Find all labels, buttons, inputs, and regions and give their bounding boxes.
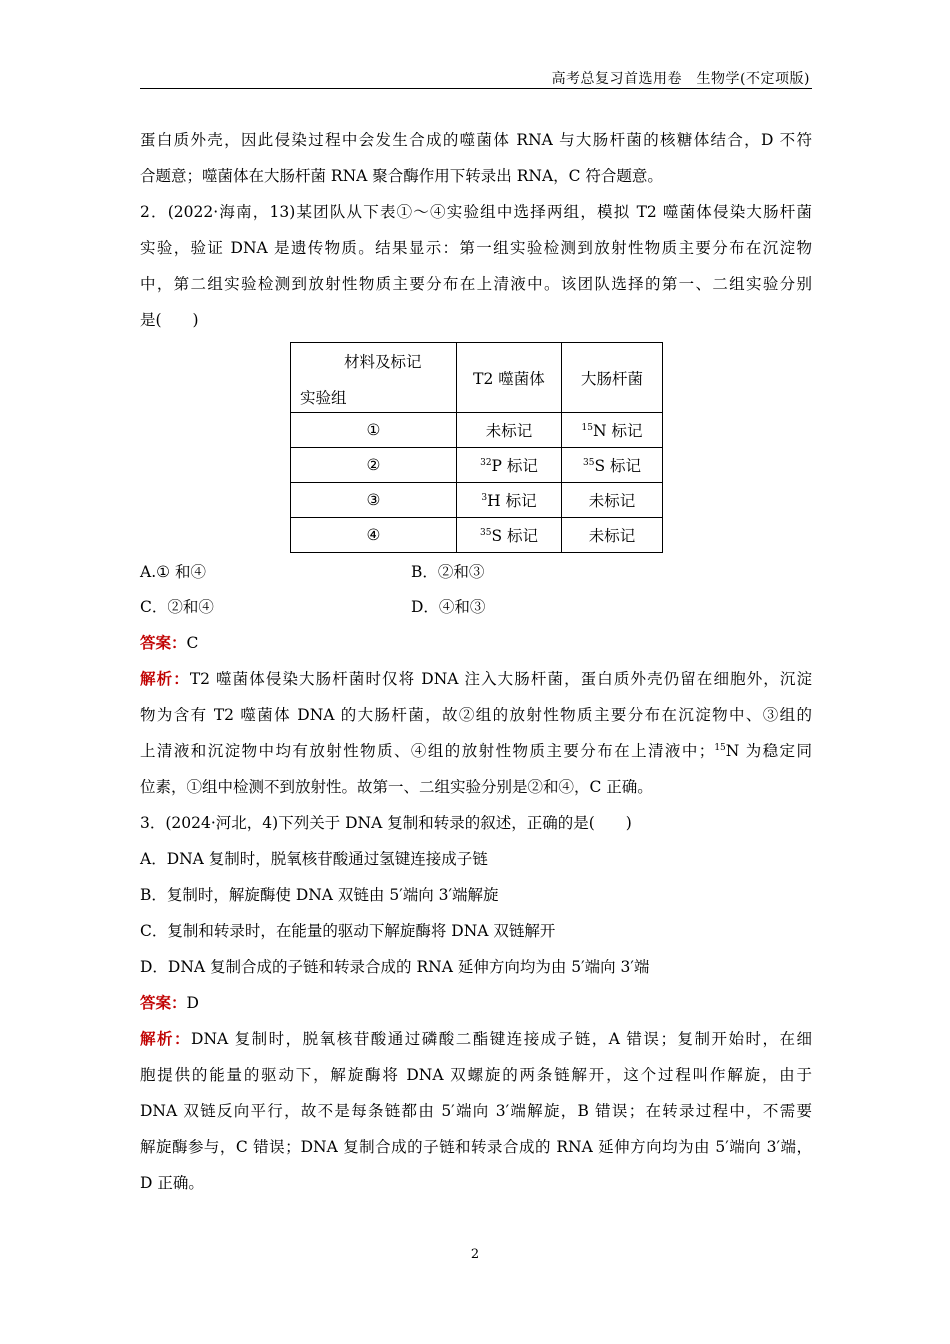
intro-line-1: 蛋白质外壳，因此侵染过程中会发生合成的噬菌体 RNA 与大肠杆菌的核糖体结合，D 不符 (140, 131, 812, 149)
q2-stem-line-4: 是( ) (140, 311, 199, 329)
q3-option-a: A．DNA 复制时，脱氧核苷酸通过氢键连接成子链 (140, 850, 488, 868)
running-header: 高考总复习首选用卷 生物学(不定项版) (551, 71, 810, 87)
table-row (291, 448, 663, 483)
intro-line-2: 合题意；噬菌体在大肠杆菌 RNA 聚合酶作用下转录出 RNA，C 符合题意。 (140, 167, 663, 185)
content (140, 122, 812, 1201)
analysis-label: 解析： (140, 669, 190, 688)
q2-options-row-1 (140, 555, 812, 590)
ecoli-cell (562, 518, 663, 553)
ecoli-label: 未标记 (588, 527, 636, 545)
table-row (291, 483, 663, 518)
corner-top-label: 材料及标记 (344, 353, 422, 371)
q2-option-a: A.① 和④ (140, 563, 206, 581)
group-cell: ② (291, 448, 457, 483)
ecoli-cell (562, 413, 663, 448)
phage-superscript: 32 (480, 458, 492, 468)
q3-analysis-line-4: 解旋酶参与，C 错误；DNA 复制合成的子链和转录合成的 RNA 延伸方向均为由 5′端向 3′端， (140, 1138, 812, 1156)
q2-table (290, 342, 663, 553)
q3-analysis-line-1 (140, 1021, 812, 1057)
q3-analysis-line-5: D 正确。 (140, 1174, 204, 1192)
group-cell: ③ (291, 483, 457, 518)
ecoli-label: N 标记 (592, 422, 643, 440)
analysis-text: T2 噬菌体侵染大肠杆菌时仅将 DNA 注入大肠杆菌，蛋白质外壳仍留在细胞外，沉淀 (189, 670, 812, 688)
analysis-text: N 为稳定同 (725, 742, 812, 760)
q3-option-b: B．复制时，解旋酶使 DNA 双链由 5′端向 3′端解旋 (140, 886, 499, 904)
ecoli-cell (562, 448, 663, 483)
q2-options-row-2 (140, 590, 812, 625)
table-header-row (291, 343, 663, 413)
isotope-superscript: 15 (714, 743, 726, 753)
q2-option-d: D．④和③ (411, 598, 486, 616)
q2-answer (140, 625, 812, 661)
q3-analysis-line-2: 胞提供的能量的驱动下，解旋酶将 DNA 双螺旋的两条链解开，这个过程叫作解旋，由于 (140, 1066, 812, 1084)
analysis-text: DNA 复制时，脱氧核苷酸通过磷酸二酯键连接成子链，A 错误；复制开始时，在细 (191, 1030, 812, 1048)
q3-answer (140, 985, 812, 1021)
ecoli-superscript: 35 (583, 458, 595, 468)
table-row (291, 413, 663, 448)
ecoli-superscript: 15 (581, 423, 593, 433)
page-number: 2 (470, 1247, 480, 1262)
group-cell: ④ (291, 518, 457, 553)
analysis-text: 上清液和沉淀物中均有放射性物质、④组的放射性物质主要分布在上清液中； (140, 742, 715, 760)
col-header-phage: T2 噬菌体 (457, 343, 562, 413)
phage-superscript: 3 (481, 493, 488, 503)
phage-superscript: 35 (480, 528, 492, 538)
q2-option-b: B．②和③ (411, 563, 485, 581)
q3-option-d: D．DNA 复制合成的子链和转录合成的 RNA 延伸方向均为由 5′端向 3′端 (140, 958, 650, 976)
phage-label: 未标记 (485, 422, 533, 440)
q3-option-c: C．复制和转录时，在能量的驱动下解旋酶将 DNA 双链解开 (140, 922, 556, 940)
phage-label: P 标记 (491, 457, 538, 475)
answer-label: 答案： (140, 993, 187, 1012)
phage-label: S 标记 (491, 527, 538, 545)
ecoli-cell (562, 483, 663, 518)
q2-stem-line-2: 实验，验证 DNA 是遗传物质。结果显示：第一组实验检测到放射性物质主要分布在沉淀物 (140, 239, 812, 257)
phage-cell (457, 448, 562, 483)
answer-label: 答案： (140, 633, 187, 652)
q2-stem-line-1: 2．(2022·海南，13)某团队从下表①～④实验组中选择两组，模拟 T2 噬菌体侵染大肠杆菌 (140, 203, 812, 221)
q2-option-c: C．②和④ (140, 598, 214, 616)
answer-value: D (186, 994, 199, 1012)
phage-label: H 标记 (487, 492, 537, 510)
q2-analysis-line-4: 位素，①组中检测不到放射性。故第一、二组实验分别是②和④，C 正确。 (140, 778, 653, 796)
group-cell: ① (291, 413, 457, 448)
q2-table-wrap (140, 338, 812, 555)
q2-stem-line-3: 中，第二组实验检测到放射性物质主要分布在上清液中。该团队选择的第一、二组实验分别 (140, 275, 812, 293)
q2-analysis-line-1 (140, 661, 812, 697)
q2-analysis-line-3 (140, 733, 812, 769)
phage-cell (457, 518, 562, 553)
phage-cell (457, 413, 562, 448)
q3-stem: 3．(2024·河北，4)下列关于 DNA 复制和转录的叙述，正确的是( ) (140, 814, 632, 832)
answer-value: C (186, 634, 199, 652)
analysis-label: 解析： (140, 1029, 192, 1048)
q2-analysis-line-2: 物为含有 T2 噬菌体 DNA 的大肠杆菌，故②组的放射性物质主要分布在沉淀物中、③组的 (140, 706, 812, 724)
q3-analysis-line-3: DNA 双链反向平行，故不是每条链都由 5′端向 3′端解旋，B 错误；在转录过程中，不需要 (140, 1102, 812, 1120)
phage-cell (457, 483, 562, 518)
corner-bottom-label: 实验组 (300, 389, 347, 407)
header-rule (140, 88, 812, 89)
table-row (291, 518, 663, 553)
ecoli-label: 未标记 (588, 492, 636, 510)
ecoli-label: S 标记 (594, 457, 641, 475)
col-header-ecoli: 大肠杆菌 (562, 343, 663, 413)
table-corner-cell (291, 343, 457, 413)
